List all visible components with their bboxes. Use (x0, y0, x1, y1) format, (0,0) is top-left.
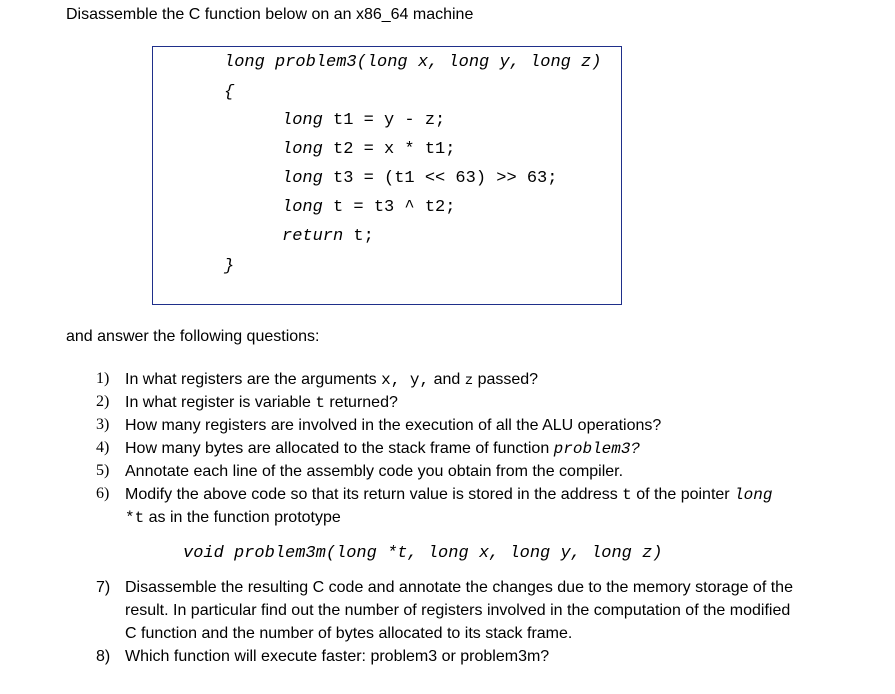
code-signature: long problem3(long x, long y, long z) (224, 53, 602, 72)
answer-prompt: and answer the following questions: (66, 328, 320, 345)
code-line: long t2 = x * t1; (282, 140, 456, 159)
question-7-line: C function and the number of bytes allocated to its stack frame. (125, 625, 573, 642)
question-8: 8) (96, 648, 111, 665)
question-6-text-line2: *t as in the function prototype (125, 509, 341, 527)
code-open-brace: { (224, 83, 235, 102)
code-line: return t; (282, 227, 374, 246)
question-3: 3) (96, 416, 110, 433)
function-prototype: void problem3m(long *t, long x, long y, long z) (183, 544, 663, 563)
code-close-brace: } (224, 257, 235, 276)
intro-text: Disassemble the C function below on an x86_64 machine (66, 6, 474, 23)
question-4: 4) (96, 439, 110, 456)
question-7-line: Disassemble the resulting C code and annotate the changes due to the memory storage of the (125, 579, 793, 596)
question-8-text: Which function will execute faster: problem3 or problem3m? (125, 648, 550, 665)
question-6-text: Modify the above code so that its return value is stored in the address t of the pointer long (125, 486, 773, 504)
question-2: 2) (96, 393, 110, 410)
question-3-text: How many registers are involved in the execution of all the ALU operations? (125, 417, 662, 434)
question-5: 5) (96, 462, 110, 479)
question-1: 1) (96, 370, 110, 387)
code-line: long t = t3 ^ t2; (282, 198, 456, 217)
code-line: long t3 = (t1 << 63) >> 63; (282, 169, 558, 188)
question-7: 7) (96, 579, 111, 596)
code-line: long t1 = y - z; (282, 111, 446, 130)
question-2-text: In what register is variable t returned? (125, 394, 398, 412)
question-7-line: result. In particular find out the number of registers involved in the computation of the modified (125, 602, 791, 619)
question-6: 6) (96, 485, 110, 502)
question-4-text: How many bytes are allocated to the stack frame of function problem3? (125, 440, 641, 458)
question-5-text: Annotate each line of the assembly code you obtain from the compiler. (125, 463, 624, 480)
question-1-text: In what registers are the arguments x, y, and z passed? (125, 371, 539, 389)
